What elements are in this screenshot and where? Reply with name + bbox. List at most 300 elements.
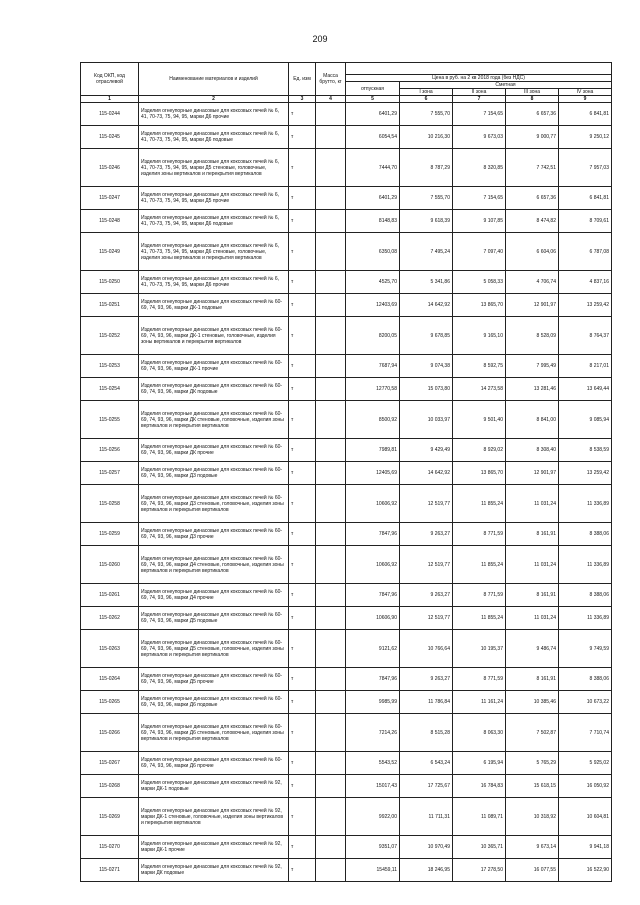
row-name: Изделия огнеупорные динасовые для коксовых печей № 60-69, 74, 93, 96, марки Д5 прочие	[139, 668, 289, 691]
row-mass	[316, 103, 346, 126]
row-zone-4-price: 11 336,89	[559, 546, 612, 584]
row-unit: т	[289, 775, 316, 798]
row-zone-3-price: 10 385,46	[506, 691, 559, 714]
row-release-price: 12405,69	[346, 462, 400, 485]
header-zone-4: IV зона	[559, 89, 612, 96]
row-zone-1-price: 7 555,70	[400, 103, 453, 126]
row-zone-4-price: 6 787,08	[559, 233, 612, 271]
row-unit: т	[289, 691, 316, 714]
row-unit: т	[289, 187, 316, 210]
row-zone-3-price: 8 308,40	[506, 439, 559, 462]
row-mass	[316, 271, 346, 294]
row-zone-1-price: 9 074,38	[400, 355, 453, 378]
row-zone-4-price: 6 841,81	[559, 103, 612, 126]
row-zone-2-price: 13 865,70	[453, 294, 506, 317]
row-name: Изделия огнеупорные динасовые для коксовых печей № 60-69, 74, 93, 96, марки Д5 подовые	[139, 607, 289, 630]
table-header	[81, 63, 612, 103]
row-zone-1-price: 6 543,24	[400, 752, 453, 775]
row-zone-4-price: 8 217,01	[559, 355, 612, 378]
row-mass	[316, 233, 346, 271]
row-mass	[316, 775, 346, 798]
row-unit: т	[289, 668, 316, 691]
row-code: 115-0254	[81, 378, 139, 401]
row-name: Изделия огнеупорные динасовые для коксовых печей № 60-69, 74, 93, 96, марки ДК-1 прочие	[139, 355, 289, 378]
column-number: 9	[559, 96, 612, 103]
row-name: Изделия огнеупорные динасовые для коксовых печей № 60-69, 74, 93, 96, марки ДК-1 стеновые, головочные, изделия зоны вертикалов и перекрытия вертикалов	[139, 317, 289, 355]
row-name: Изделия огнеупорные динасовые для коксовых печей № 6, 41, 70-73, 75, 94, 95, марки Д5 стеновые, головочные, изделия зоны вертикалов и перекрытия вертикалов	[139, 149, 289, 187]
row-release-price: 7444,70	[346, 149, 400, 187]
table-row	[81, 714, 612, 752]
row-zone-2-price: 16 784,83	[453, 775, 506, 798]
row-zone-2-price: 11 855,24	[453, 485, 506, 523]
row-name: Изделия огнеупорные динасовые для коксовых печей № 6, 41, 70-73, 75, 94, 95, марки Д6 стеновые, головочные, изделия зоны вертикалов и перекрытия вертикалов	[139, 233, 289, 271]
row-zone-1-price: 11 711,31	[400, 798, 453, 836]
row-release-price: 7847,96	[346, 523, 400, 546]
row-unit: т	[289, 271, 316, 294]
row-zone-1-price: 15 073,80	[400, 378, 453, 401]
row-mass	[316, 126, 346, 149]
row-zone-3-price: 6 604,06	[506, 233, 559, 271]
row-mass	[316, 439, 346, 462]
row-code: 115-0261	[81, 584, 139, 607]
row-unit: т	[289, 103, 316, 126]
row-zone-1-price: 10 033,97	[400, 401, 453, 439]
row-name: Изделия огнеупорные динасовые для коксовых печей № 60-69, 74, 93, 96, марки Д6 стеновые, головочные, изделия зоны вертикалов и перекрытия вертикалов	[139, 714, 289, 752]
row-zone-4-price: 13 259,42	[559, 462, 612, 485]
row-name: Изделия огнеупорные динасовые для коксовых печей № 60-69, 74, 93, 96, марки Д4 прочие	[139, 584, 289, 607]
row-zone-1-price: 9 618,39	[400, 210, 453, 233]
row-release-price: 12770,58	[346, 378, 400, 401]
table-row	[81, 355, 612, 378]
row-code: 115-0256	[81, 439, 139, 462]
row-unit: т	[289, 401, 316, 439]
table-row	[81, 752, 612, 775]
row-release-price: 4525,70	[346, 271, 400, 294]
row-name: Изделия огнеупорные динасовые для коксовых печей № 60-69, 74, 93, 96, марки Д3 подовые	[139, 462, 289, 485]
row-name: Изделия огнеупорные динасовые для коксовых печей № 60-69, 74, 93, 96, марки Д4 стеновые, головочные, изделия зоны вертикалов и перекрытия вертикалов	[139, 546, 289, 584]
table-row	[81, 317, 612, 355]
row-code: 115-0250	[81, 271, 139, 294]
row-zone-2-price: 8 929,02	[453, 439, 506, 462]
row-code: 115-0248	[81, 210, 139, 233]
row-zone-2-price: 7 097,40	[453, 233, 506, 271]
table-row	[81, 607, 612, 630]
row-name: Изделия огнеупорные динасовые для коксовых печей № 6, 41, 70-73, 75, 94, 95, марки Д6 прочие	[139, 103, 289, 126]
row-name: Изделия огнеупорные динасовые для коксовых печей № 6, 41, 70-73, 75, 94, 95, марки Д5 прочие	[139, 187, 289, 210]
row-unit: т	[289, 485, 316, 523]
row-code: 115-0257	[81, 462, 139, 485]
row-mass	[316, 752, 346, 775]
row-zone-2-price: 14 273,58	[453, 378, 506, 401]
row-zone-4-price: 8 388,06	[559, 584, 612, 607]
row-zone-2-price: 17 278,50	[453, 859, 506, 882]
row-zone-2-price: 8 771,59	[453, 523, 506, 546]
row-zone-1-price: 10 766,64	[400, 630, 453, 668]
row-zone-2-price: 13 865,70	[453, 462, 506, 485]
row-release-price: 8200,05	[346, 317, 400, 355]
row-mass	[316, 691, 346, 714]
row-zone-1-price: 9 678,85	[400, 317, 453, 355]
row-release-price: 9922,00	[346, 798, 400, 836]
header-zone-3: III зона	[506, 89, 559, 96]
row-zone-1-price: 12 519,77	[400, 607, 453, 630]
row-code: 115-0270	[81, 836, 139, 859]
column-number: 4	[316, 96, 346, 103]
row-zone-3-price: 6 657,36	[506, 103, 559, 126]
table-row	[81, 462, 612, 485]
row-mass	[316, 485, 346, 523]
row-unit: т	[289, 546, 316, 584]
row-code: 115-0245	[81, 126, 139, 149]
row-mass	[316, 546, 346, 584]
row-unit: т	[289, 584, 316, 607]
row-zone-4-price: 8 388,06	[559, 668, 612, 691]
row-zone-4-price: 7 957,03	[559, 149, 612, 187]
row-unit: т	[289, 714, 316, 752]
row-release-price: 15459,11	[346, 859, 400, 882]
row-release-price: 8500,92	[346, 401, 400, 439]
row-zone-3-price: 8 161,91	[506, 584, 559, 607]
row-mass	[316, 668, 346, 691]
row-zone-2-price: 11 161,24	[453, 691, 506, 714]
row-unit: т	[289, 462, 316, 485]
row-zone-2-price: 8 771,59	[453, 584, 506, 607]
header-price-title: Цена в руб. на 2 кв 2018 года (без НДС)	[346, 75, 612, 82]
table-row	[81, 668, 612, 691]
table-row	[81, 233, 612, 271]
row-zone-4-price: 4 837,16	[559, 271, 612, 294]
row-zone-1-price: 8 787,29	[400, 149, 453, 187]
row-unit: т	[289, 355, 316, 378]
row-code: 115-0247	[81, 187, 139, 210]
row-zone-3-price: 6 657,36	[506, 187, 559, 210]
row-zone-1-price: 7 555,70	[400, 187, 453, 210]
row-zone-3-price: 13 281,46	[506, 378, 559, 401]
row-release-price: 7847,96	[346, 668, 400, 691]
header-unit: Ед. изм	[289, 63, 316, 96]
row-code: 115-0262	[81, 607, 139, 630]
row-code: 115-0266	[81, 714, 139, 752]
row-name: Изделия огнеупорные динасовые для коксовых печей № 60-69, 74, 93, 96, марки Д5 стеновые, головочные, изделия зоны вертикалов и перекрытия вертикалов	[139, 630, 289, 668]
row-zone-1-price: 14 642,92	[400, 462, 453, 485]
row-code: 115-0268	[81, 775, 139, 798]
row-name: Изделия огнеупорные динасовые для коксовых печей № 60-69, 74, 93, 96, марки ДК-1 подовые	[139, 294, 289, 317]
row-release-price: 12403,69	[346, 294, 400, 317]
row-code: 115-0251	[81, 294, 139, 317]
row-zone-2-price: 8 592,75	[453, 355, 506, 378]
row-zone-4-price: 10 604,81	[559, 798, 612, 836]
row-zone-1-price: 5 341,86	[400, 271, 453, 294]
row-name: Изделия огнеупорные динасовые для коксовых печей № 60-69, 74, 93, 96, марки ДК стеновые, головочные, изделия зоны вертикалов и перекрытия вертикалов	[139, 401, 289, 439]
row-zone-4-price: 11 336,89	[559, 607, 612, 630]
row-zone-3-price: 9 673,14	[506, 836, 559, 859]
row-unit: т	[289, 317, 316, 355]
row-release-price: 6401,29	[346, 103, 400, 126]
row-zone-3-price: 11 031,24	[506, 546, 559, 584]
row-zone-1-price: 10 970,49	[400, 836, 453, 859]
row-zone-3-price: 7 742,51	[506, 149, 559, 187]
row-zone-4-price: 9 085,94	[559, 401, 612, 439]
row-zone-2-price: 7 154,65	[453, 187, 506, 210]
row-mass	[316, 607, 346, 630]
row-zone-3-price: 9 486,74	[506, 630, 559, 668]
table-row	[81, 691, 612, 714]
row-zone-4-price: 13 649,44	[559, 378, 612, 401]
row-unit: т	[289, 859, 316, 882]
row-zone-2-price: 8 320,85	[453, 149, 506, 187]
row-release-price: 7847,96	[346, 584, 400, 607]
row-release-price: 5543,52	[346, 752, 400, 775]
column-number: 5	[346, 96, 400, 103]
column-numbers-row	[81, 96, 612, 103]
row-code: 115-0252	[81, 317, 139, 355]
table-row	[81, 378, 612, 401]
row-zone-3-price: 8 528,09	[506, 317, 559, 355]
row-zone-3-price: 7 502,87	[506, 714, 559, 752]
row-code: 115-0249	[81, 233, 139, 271]
row-code: 115-0264	[81, 668, 139, 691]
row-zone-1-price: 9 263,27	[400, 668, 453, 691]
row-mass	[316, 210, 346, 233]
row-zone-4-price: 8 538,59	[559, 439, 612, 462]
row-zone-2-price: 7 154,65	[453, 103, 506, 126]
row-code: 115-0244	[81, 103, 139, 126]
column-number: 3	[289, 96, 316, 103]
row-code: 115-0267	[81, 752, 139, 775]
row-mass	[316, 630, 346, 668]
row-zone-3-price: 8 161,91	[506, 523, 559, 546]
row-mass	[316, 714, 346, 752]
row-zone-3-price: 8 841,00	[506, 401, 559, 439]
header-release: отпускная	[346, 82, 400, 96]
row-name: Изделия огнеупорные динасовые для коксовых печей № 6, 41, 70-73, 75, 94, 95, марки Д6 подовые	[139, 210, 289, 233]
row-zone-4-price: 10 673,22	[559, 691, 612, 714]
table-row	[81, 126, 612, 149]
row-release-price: 9351,07	[346, 836, 400, 859]
row-zone-3-price: 12 901,97	[506, 462, 559, 485]
table-row	[81, 836, 612, 859]
row-unit: т	[289, 836, 316, 859]
row-zone-4-price: 9 941,18	[559, 836, 612, 859]
row-unit: т	[289, 439, 316, 462]
row-zone-1-price: 14 642,92	[400, 294, 453, 317]
row-unit: т	[289, 752, 316, 775]
row-code: 115-0263	[81, 630, 139, 668]
row-release-price: 10606,90	[346, 607, 400, 630]
row-release-price: 9121,62	[346, 630, 400, 668]
row-zone-2-price: 11 855,24	[453, 607, 506, 630]
row-code: 115-0253	[81, 355, 139, 378]
row-unit: т	[289, 523, 316, 546]
row-zone-3-price: 11 031,24	[506, 485, 559, 523]
row-zone-3-price: 4 706,74	[506, 271, 559, 294]
row-zone-3-price: 7 995,49	[506, 355, 559, 378]
row-name: Изделия огнеупорные динасовые для коксовых печей № 6, 41, 70-73, 75, 94, 95, марки Д6 прочие	[139, 271, 289, 294]
row-zone-1-price: 12 519,77	[400, 546, 453, 584]
row-release-price: 9985,99	[346, 691, 400, 714]
row-name: Изделия огнеупорные динасовые для коксовых печей № 60-69, 74, 93, 96, марки ДК прочие	[139, 439, 289, 462]
row-zone-3-price: 10 318,92	[506, 798, 559, 836]
row-mass	[316, 355, 346, 378]
row-zone-3-price: 16 077,55	[506, 859, 559, 882]
row-zone-4-price: 8 388,06	[559, 523, 612, 546]
row-zone-3-price: 15 618,15	[506, 775, 559, 798]
table-row	[81, 630, 612, 668]
table-row	[81, 271, 612, 294]
table-row	[81, 485, 612, 523]
row-zone-2-price: 11 089,71	[453, 798, 506, 836]
row-zone-1-price: 8 515,28	[400, 714, 453, 752]
row-code: 115-0260	[81, 546, 139, 584]
row-zone-2-price: 9 501,40	[453, 401, 506, 439]
table-body	[81, 103, 612, 882]
table-row	[81, 210, 612, 233]
header-mass: Масса брутто, кг	[316, 63, 346, 96]
column-number: 7	[453, 96, 506, 103]
table-row	[81, 859, 612, 882]
row-zone-4-price: 8 709,61	[559, 210, 612, 233]
row-zone-1-price: 17 725,67	[400, 775, 453, 798]
row-code: 115-0271	[81, 859, 139, 882]
column-number: 6	[400, 96, 453, 103]
row-zone-4-price: 6 841,81	[559, 187, 612, 210]
row-zone-2-price: 6 195,94	[453, 752, 506, 775]
row-name: Изделия огнеупорные динасовые для коксовых печей № 92, марки ДК подовые	[139, 859, 289, 882]
row-zone-2-price: 10 365,71	[453, 836, 506, 859]
row-release-price: 6350,08	[346, 233, 400, 271]
row-mass	[316, 187, 346, 210]
row-zone-3-price: 8 161,91	[506, 668, 559, 691]
page-number: 209	[312, 34, 328, 44]
header-estimate: Сметная	[400, 82, 612, 89]
row-zone-4-price: 16 050,92	[559, 775, 612, 798]
row-zone-4-price: 7 710,74	[559, 714, 612, 752]
row-name: Изделия огнеупорные динасовые для коксовых печей № 92, марки ДК-1 прочие	[139, 836, 289, 859]
row-zone-3-price: 11 031,24	[506, 607, 559, 630]
row-zone-2-price: 9 107,85	[453, 210, 506, 233]
table-row	[81, 294, 612, 317]
row-unit: т	[289, 630, 316, 668]
row-name: Изделия огнеупорные динасовые для коксовых печей № 60-69, 74, 93, 96, марки Д3 прочие	[139, 523, 289, 546]
row-zone-2-price: 5 058,33	[453, 271, 506, 294]
row-zone-3-price: 8 474,82	[506, 210, 559, 233]
row-release-price: 15017,43	[346, 775, 400, 798]
row-mass	[316, 317, 346, 355]
row-zone-1-price: 11 786,84	[400, 691, 453, 714]
row-name: Изделия огнеупорные динасовые для коксовых печей № 60-69, 74, 93, 96, марки ДК подовые	[139, 378, 289, 401]
row-zone-2-price: 9 165,10	[453, 317, 506, 355]
row-code: 115-0255	[81, 401, 139, 439]
row-release-price: 10606,92	[346, 485, 400, 523]
row-zone-3-price: 5 765,29	[506, 752, 559, 775]
table-row	[81, 584, 612, 607]
row-mass	[316, 836, 346, 859]
row-zone-3-price: 9 000,77	[506, 126, 559, 149]
row-unit: т	[289, 233, 316, 271]
row-mass	[316, 149, 346, 187]
row-zone-4-price: 16 522,90	[559, 859, 612, 882]
row-unit: т	[289, 607, 316, 630]
row-release-price: 6401,29	[346, 187, 400, 210]
row-zone-4-price: 8 764,37	[559, 317, 612, 355]
row-zone-1-price: 12 519,77	[400, 485, 453, 523]
row-zone-3-price: 12 901,97	[506, 294, 559, 317]
row-zone-4-price: 9 749,59	[559, 630, 612, 668]
column-number: 1	[81, 96, 139, 103]
table-row	[81, 775, 612, 798]
table-row	[81, 798, 612, 836]
header-code: Код ОКП, код отраслевой	[81, 63, 139, 96]
row-zone-1-price: 9 429,49	[400, 439, 453, 462]
row-zone-2-price: 10 195,37	[453, 630, 506, 668]
row-zone-2-price: 11 855,24	[453, 546, 506, 584]
row-unit: т	[289, 294, 316, 317]
row-code: 115-0269	[81, 798, 139, 836]
row-release-price: 7687,94	[346, 355, 400, 378]
row-unit: т	[289, 798, 316, 836]
header-name: Наименование материалов и изделий	[139, 63, 289, 96]
row-name: Изделия огнеупорные динасовые для коксовых печей № 60-69, 74, 93, 96, марки Д6 подовые	[139, 691, 289, 714]
row-code: 115-0259	[81, 523, 139, 546]
row-release-price: 6054,54	[346, 126, 400, 149]
column-number: 8	[506, 96, 559, 103]
row-mass	[316, 859, 346, 882]
row-zone-2-price: 8 771,59	[453, 668, 506, 691]
row-unit: т	[289, 126, 316, 149]
row-unit: т	[289, 210, 316, 233]
row-mass	[316, 462, 346, 485]
column-number: 2	[139, 96, 289, 103]
row-name: Изделия огнеупорные динасовые для коксовых печей № 92, марки ДК-1 стеновые, головочные, изделия зоны вертикалов и перекрытия вертикалов	[139, 798, 289, 836]
row-mass	[316, 584, 346, 607]
row-mass	[316, 378, 346, 401]
row-mass	[316, 798, 346, 836]
row-name: Изделия огнеупорные динасовые для коксовых печей № 60-69, 74, 93, 96, марки Д6 прочие	[139, 752, 289, 775]
row-zone-1-price: 10 216,30	[400, 126, 453, 149]
row-zone-1-price: 7 495,24	[400, 233, 453, 271]
row-release-price: 8148,83	[346, 210, 400, 233]
table-row	[81, 187, 612, 210]
row-mass	[316, 523, 346, 546]
row-unit: т	[289, 378, 316, 401]
table-row	[81, 401, 612, 439]
table-row	[81, 523, 612, 546]
table-row	[81, 103, 612, 126]
row-code: 115-0265	[81, 691, 139, 714]
row-name: Изделия огнеупорные динасовые для коксовых печей № 6, 41, 70-73, 75, 94, 95, марки Д6 подовые	[139, 126, 289, 149]
price-table	[80, 62, 612, 882]
row-mass	[316, 401, 346, 439]
row-code: 115-0258	[81, 485, 139, 523]
table-row	[81, 149, 612, 187]
row-zone-1-price: 9 263,27	[400, 523, 453, 546]
table-row	[81, 546, 612, 584]
row-zone-4-price: 11 336,89	[559, 485, 612, 523]
row-zone-1-price: 18 246,95	[400, 859, 453, 882]
header-zone-2: II зона	[453, 89, 506, 96]
table-row	[81, 439, 612, 462]
row-release-price: 7214,26	[346, 714, 400, 752]
row-zone-4-price: 9 250,12	[559, 126, 612, 149]
row-zone-4-price: 13 259,42	[559, 294, 612, 317]
row-code: 115-0246	[81, 149, 139, 187]
row-unit: т	[289, 149, 316, 187]
row-name: Изделия огнеупорные динасовые для коксовых печей № 60-69, 74, 93, 96, марки Д3 стеновые, головочные, изделия зоны вертикалов и перекрытия вертикалов	[139, 485, 289, 523]
row-zone-1-price: 9 263,27	[400, 584, 453, 607]
row-zone-2-price: 8 063,30	[453, 714, 506, 752]
row-release-price: 10606,92	[346, 546, 400, 584]
row-zone-2-price: 9 673,03	[453, 126, 506, 149]
